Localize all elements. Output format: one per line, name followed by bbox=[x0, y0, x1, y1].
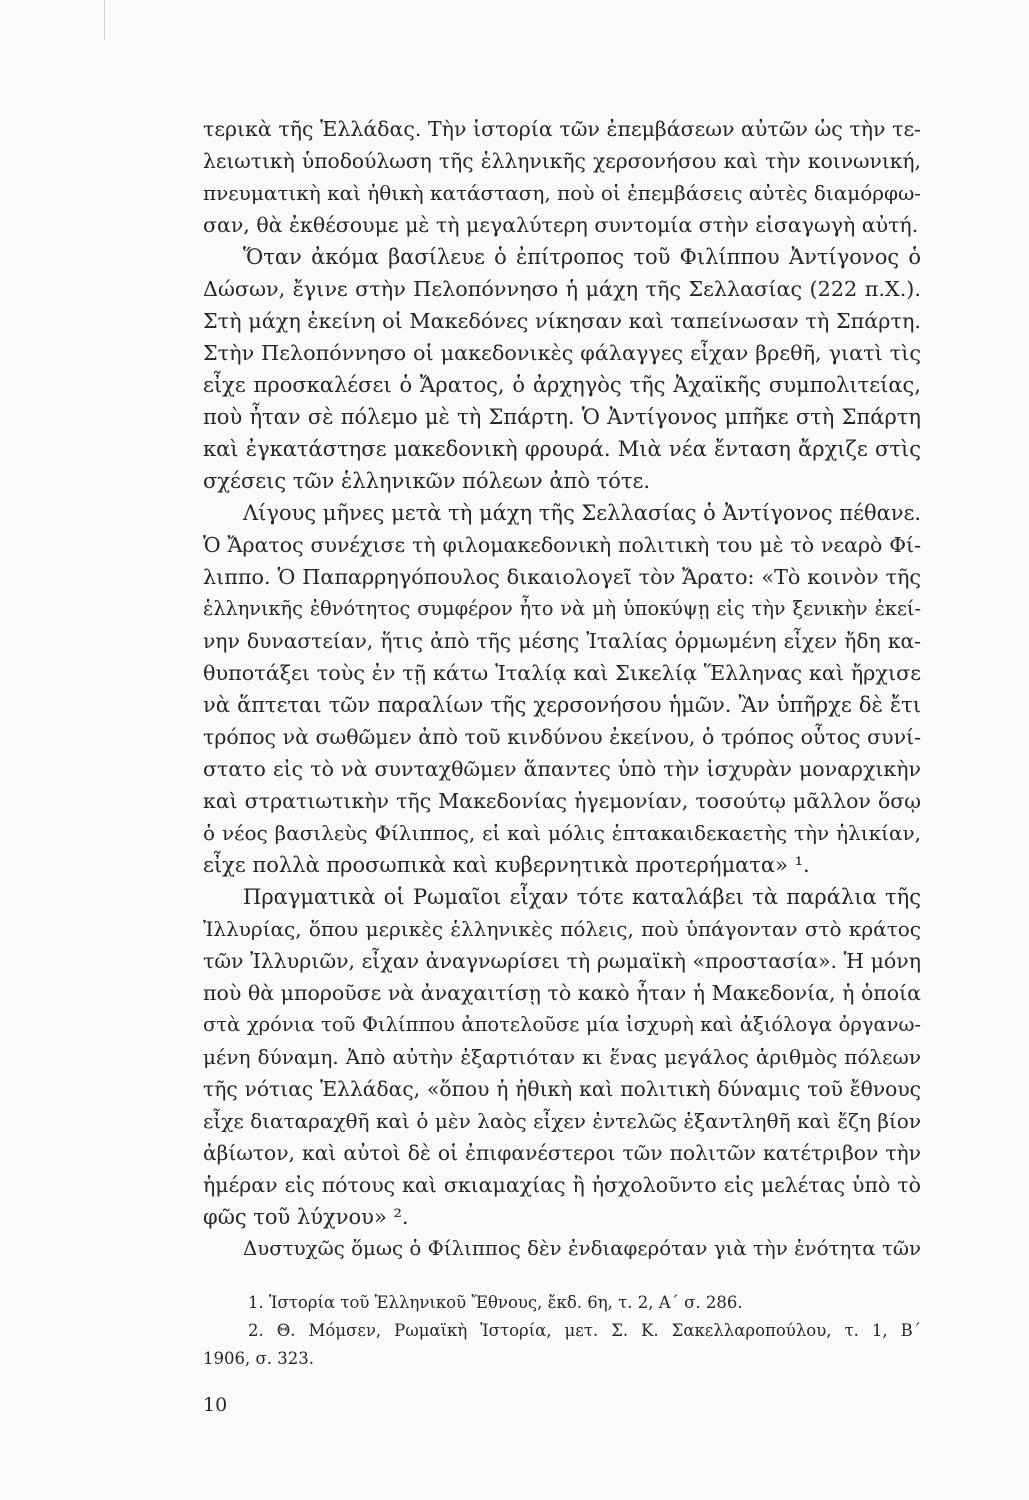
body-line: ποὺ ἦταν σὲ πόλεμο μὲ τὴ Σπάρτη. Ὁ Ἀντίγονος μπῆκε στὴ Σπάρτη bbox=[203, 405, 921, 429]
body-line: πνευματικὴ καὶ ἠθικὴ κατάσταση, ποὺ οἱ ἐπεμβάσεις αὐτὲς διαμόρφω- bbox=[203, 181, 922, 205]
body-line: στὰ χρόνια τοῦ Φιλίππου ἀποτελοῦσε μία ἰσχυρὴ καὶ ἀξιόλογα ὀργανω- bbox=[203, 1013, 921, 1036]
body-line: θυποτάξει τοὺς ἐν τῇ κάτω Ἰταλίᾳ καὶ Σικελίᾳ Ἕλληνας καὶ ἤρχισε bbox=[203, 661, 921, 685]
body-line: ἑλληνικῆς ἐθνότητος συμφέρον ἦτο νὰ μὴ ὑποκύψῃ εἰς τὴν ξενικὴν ἐκεί- bbox=[203, 597, 921, 620]
body-line: ποὺ θὰ μποροῦσε νὰ ἀναχαιτίσῃ τὸ κακὸ ἦταν ἡ Μακεδονία, ἡ ὁποία bbox=[203, 981, 921, 1005]
body-line: νὰ ἅπτεται τῶν παραλίων τῆς χερσονήσου ἡμῶν. Ἂν ὑπῆρχε δὲ ἔτι bbox=[203, 693, 921, 717]
body-line: καὶ ἐγκατάστησε μακεδονικὴ φρουρά. Μιὰ νέα ἔνταση ἄρχιζε στὶς bbox=[203, 437, 921, 461]
body-line: τρόπος νὰ σωθῶμεν ἀπὸ τοῦ κινδύνου ἐκείνου, ὁ τρόπος οὗτος συνί- bbox=[203, 725, 921, 749]
footnote: 2. Θ. Μόμσεν, Ρωμαϊκὴ Ἱστορία, μετ. Σ. Κ. Σακελλαροπούλου, τ. 1, Β΄ bbox=[248, 1321, 921, 1340]
body-line: εἶχε πολλὰ προσωπικὰ καὶ κυβερνητικὰ προτερήματα» ¹. bbox=[203, 853, 810, 877]
body-line: εἶχε διαταραχθῆ καὶ ὁ μὲν λαὸς εἶχεν ἐντελῶς ἐξαντληθῆ καὶ ἔζη βίον bbox=[203, 1109, 921, 1133]
body-line: λειωτικὴ ὑποδούλωση τῆς ἑλληνικῆς χερσονήσου καὶ τὴν κοινωνική, bbox=[203, 149, 921, 173]
page-number: 10 bbox=[203, 1394, 228, 1416]
body-line: φῶς τοῦ λύχνου» ². bbox=[203, 1205, 409, 1229]
body-line: καὶ στρατιωτικὴν τῆς Μακεδονίας ἡγεμονίαν, τοσούτῳ μᾶλλον ὅσῳ bbox=[203, 789, 921, 813]
body-line: Λίγους μῆνες μετὰ τὴ μάχη τῆς Σελλασίας ὁ Ἀντίγονος πέθανε. bbox=[243, 501, 922, 525]
body-line: Ὁ Ἄρατος συνέχισε τὴ φιλομακεδονικὴ πολιτικὴ του μὲ τὸ νεαρὸ Φί- bbox=[203, 533, 921, 557]
body-line: ἀβίωτον, καὶ αὐτοὶ δὲ οἱ ἐπιφανέστεροι τῶν πολιτῶν κατέτριβον τὴν bbox=[203, 1141, 921, 1165]
body-line: μένη δύναμη. Ἀπὸ αὐτὴν ἐξαρτιόταν κι ἕνας μεγάλος ἀριθμὸς πόλεων bbox=[203, 1045, 921, 1069]
body-line: τῆς νότιας Ἑλλάδας, «ὅπου ἡ ἠθικὴ καὶ πολιτικὴ δύναμις τοῦ ἔθνους bbox=[203, 1077, 921, 1101]
body-line: στατο εἰς τὸ νὰ συνταχθῶμεν ἅπαντες ὑπὸ τὴν ἰσχυρὰν μοναρχικὴν bbox=[203, 757, 921, 781]
body-line: Πραγματικὰ οἱ Ρωμαῖοι εἶχαν τότε καταλάβει τὰ παράλια τῆς bbox=[243, 885, 921, 909]
body-line: Ἰλλυρίας, ὅπου μερικὲς ἑλληνικὲς πόλεις, ποὺ ὑπάγονταν στὸ κράτος bbox=[203, 917, 921, 941]
footnote: 1. Ἱστορία τοῦ Ἑλληνικοῦ Ἔθνους, ἔκδ. 6η, τ. 2, Α΄ σ. 286. bbox=[248, 1293, 743, 1312]
body-line: Στὴ μάχη ἐκείνη οἱ Μακεδόνες νίκησαν καὶ ταπείνωσαν τὴ Σπάρτη. bbox=[203, 309, 921, 333]
body-line: ἡμέραν εἰς πότους καὶ σκιαμαχίας ἢ ἠσχολοῦντο εἰς μελέτας ὑπὸ τὸ bbox=[203, 1173, 921, 1197]
body-line: εἶχε προσκαλέσει ὁ Ἄρατος, ὁ ἀρχηγὸς τῆς Ἀχαϊκῆς συμπολιτείας, bbox=[203, 373, 921, 397]
body-line: Ὅταν ἀκόμα βασίλευε ὁ ἐπίτροπος τοῦ Φιλίππου Ἀντίγονος ὁ bbox=[243, 245, 921, 269]
body-line: Δώσων, ἔγινε στὴν Πελοπόννησο ἡ μάχη τῆς Σελλασίας (222 π.Χ.). bbox=[203, 277, 921, 301]
body-line: Στὴν Πελοπόννησο οἱ μακεδονικὲς φάλαγγες εἶχαν βρεθῆ, γιατὶ τὶς bbox=[203, 341, 921, 365]
body-line: νην δυναστείαν, ἥτις ἀπὸ τῆς μέσης Ἰταλίας ὁρμωμένη εἶχεν ἤδη κα- bbox=[203, 629, 921, 653]
body-line: Δυστυχῶς ὅμως ὁ Φίλιππος δὲν ἐνδιαφερόταν γιὰ τὴν ἑνότητα τῶν bbox=[243, 1237, 921, 1260]
body-line: σχέσεις τῶν ἑλληνικῶν πόλεων ἀπὸ τότε. bbox=[203, 469, 651, 493]
body-line: λιππο. Ὁ Παπαρρηγόπουλος δικαιολογεῖ τὸν Ἄρατο: «Τὸ κοινὸν τῆς bbox=[203, 565, 921, 589]
body-line: τερικὰ τῆς Ἑλλάδας. Τὴν ἱστορία τῶν ἐπεμβάσεων αὐτῶν ὡς τὴν τε- bbox=[203, 117, 921, 141]
footnote: 1906, σ. 323. bbox=[203, 1349, 314, 1368]
body-line: σαν, θὰ ἐκθέσουμε μὲ τὴ μεγαλύτερη συντομία στὴν εἰσαγωγὴ αὐτή. bbox=[203, 213, 919, 237]
body-line: τῶν Ἰλλυριῶν, εἶχαν ἀναγνωρίσει τὴ ρωμαϊκὴ «προστασία». Ἡ μόνη bbox=[203, 949, 921, 973]
body-line: ὁ νέος βασιλεὺς Φίλιππος, εἰ καὶ μόλις ἑπτακαιδεκαετὴς τὴν ἡλικίαν, bbox=[203, 821, 921, 845]
